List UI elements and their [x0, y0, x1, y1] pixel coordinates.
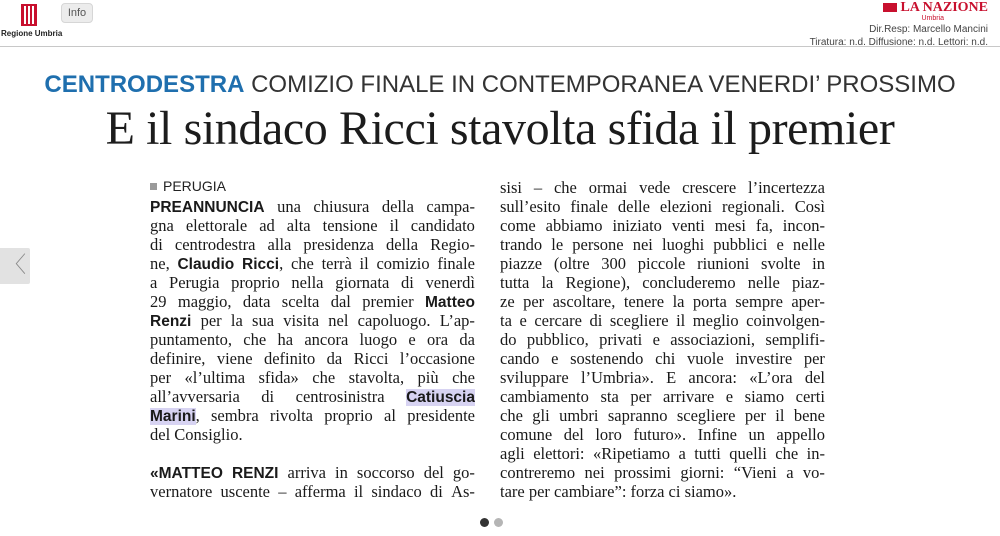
logo-label: Regione Umbria	[1, 29, 63, 38]
text-line: ze per ascoltare, tenere la porta sempre aper-	[500, 292, 825, 311]
article-kicker	[0, 72, 1000, 98]
text-line: cambiamento sta per arrivare e siamo certi	[500, 387, 825, 406]
text-line: tare per cambiare”: forza ci siamo».	[500, 482, 737, 501]
chevron-left-icon: 〈	[3, 253, 26, 278]
kicker-text: COMIZIO FINALE IN CONTEMPORANEA VENERDI’ PROSSIMO	[251, 71, 956, 98]
text-line: vernatore uscente – afferma il sindaco di As-	[150, 482, 475, 501]
text-line: ta e cercare di scegliere il meglio coinvolgen-	[500, 311, 825, 330]
newspaper-name: LA NAZIONE	[900, 0, 988, 15]
text-line: sisi – che ormai vede crescere l’incertezza	[500, 178, 825, 197]
text-line: 29 maggio, data scelta dal premier Matteo	[150, 292, 475, 311]
text-line: agli elettori: «Ripetiamo a tutti quelli che in-	[500, 444, 825, 463]
text-line: sull’esito finale delle elezioni regionali. Così	[500, 197, 825, 216]
dateline: PERUGIA	[150, 178, 475, 197]
article-column-1	[150, 178, 475, 501]
text-line: puntamento, che ha ancora luogo e ora da	[150, 330, 475, 349]
text-line: piazze (oltre 300 piccole riunioni svolte in	[500, 254, 825, 273]
text-line: cando e sostenendo chi vuole investire per	[500, 349, 825, 368]
top-bar	[0, 0, 1000, 47]
text-line: trando le persone nei luoghi pubblici e nelle	[500, 235, 825, 254]
info-button[interactable]: Info	[61, 3, 93, 23]
text-line: di centrodestra alla presidenza della Regio-	[150, 235, 475, 254]
text-line: ne, Claudio Ricci, che terrà il comizio finale	[150, 254, 475, 273]
text-line: gna elettorale ad alta tensione il candidato	[150, 216, 475, 235]
text-line: Marini, sembra rivolta proprio al presidente	[150, 406, 475, 425]
prev-page-button[interactable]	[0, 248, 30, 284]
page-dot-1[interactable]	[480, 518, 489, 527]
text-line: all’avversaria di centrosinistra Catiuscia	[150, 387, 475, 406]
dateline-square-icon	[150, 183, 157, 190]
circulation-line: Tiratura: n.d. Diffusione: n.d. Lettori: n.d.	[809, 37, 988, 48]
text-line: «MATTEO RENZI arriva in soccorso del go-	[150, 463, 475, 482]
text-line: Renzi per la sua visita nel capoluogo. L’ap-	[150, 311, 475, 330]
text-line: definire, viene definito da Ricci l’occasione	[150, 349, 475, 368]
article-column-2	[500, 178, 825, 501]
text-line: del Consiglio.	[150, 425, 243, 444]
text-line: contreremo nei prossimi giorni: “Vieni a vo-	[500, 463, 825, 482]
text-line: comune del loro futuro». Infine un appello	[500, 425, 825, 444]
text-line: sviluppare l’Umbria». E ancora: «L’ora del	[500, 368, 825, 387]
masthead	[810, 1, 988, 49]
text-line: tutta la Regione), concluderemo nelle piaz-	[500, 273, 825, 292]
regione-umbria-emblem-icon	[21, 4, 37, 26]
text-line: che gli umbri sapranno scegliere per il bene	[500, 406, 825, 425]
page-dot-2[interactable]	[494, 518, 503, 527]
newspaper-logo-icon	[883, 3, 897, 12]
section-label: CENTRODESTRA	[44, 71, 245, 98]
text-line: a Perugia proprio nella giornata di venerdì	[150, 273, 475, 292]
regione-umbria-logo	[0, 2, 63, 42]
director-line: Dir.Resp: Marcello Mancini	[869, 24, 988, 35]
text-line: come abbiamo iniziato venti mesi fa, incon-	[500, 216, 825, 235]
article-headline: E il sindaco Ricci stavolta sfida il premier	[105, 102, 895, 155]
text-line: do pubblico, privati e associazioni, semplifi-	[500, 330, 825, 349]
text-line: PREANNUNCIA una chiusura della campa-	[150, 197, 475, 216]
text-line: per «l’ultima sfida» che stavolta, più che	[150, 368, 475, 387]
newspaper-edition: Umbria	[921, 15, 944, 22]
